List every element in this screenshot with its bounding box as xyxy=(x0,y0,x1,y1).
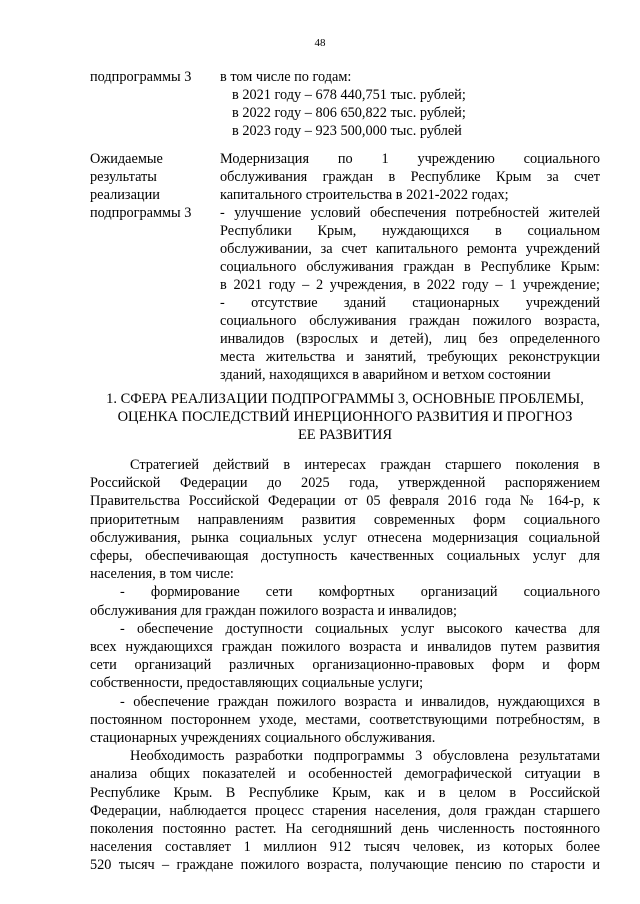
results-line: обслуживании, за счет капитального ремонта учреждений xyxy=(220,241,600,257)
results-line: места жительства и занятий, требующих реконструкции xyxy=(220,349,600,365)
paragraph-necessity xyxy=(90,747,600,874)
bullet-network xyxy=(90,583,600,619)
section-heading xyxy=(90,390,600,444)
results-line: социального обслуживания граждан в Республике Крым: xyxy=(220,259,600,275)
body-text xyxy=(90,456,600,875)
funding-label: подпрограммы 3 xyxy=(90,69,192,85)
text-line: - обеспечение доступности социальных услуг высокого качества для xyxy=(120,620,600,637)
results-line: Республики Крым, нуждающихся в социальном xyxy=(220,223,600,239)
results-line: социального обслуживания граждан пожилого возраста, xyxy=(220,313,600,329)
results-line: Модернизация по 1 учреждению социального xyxy=(220,151,600,167)
text-line: Правительства Российской Федерации от 05 февраля 2016 года № 164-р, к xyxy=(90,493,600,510)
results-line: - улучшение условий обеспечения потребностей жителей xyxy=(220,205,600,221)
text-line: Федерации, наблюдается процесс старения населения, доля граждан старшего xyxy=(90,802,600,819)
text-line: Республике Крым. В Республике Крым, как и в целом в Российской xyxy=(90,784,600,801)
text-line: - обеспечение граждан пожилого возраста и инвалидов, нуждающихся в xyxy=(120,693,600,710)
text-line: обслуживания для граждан пожилого возраста и инвалидов; xyxy=(90,602,457,619)
text-line: сферы, обеспечивающая доступность качественных социальных услуг для xyxy=(90,548,600,565)
text-line: Стратегией действий в интересах граждан старшего поколения в xyxy=(130,457,600,473)
bullet-places xyxy=(90,693,600,748)
funding-intro: в том числе по годам: xyxy=(220,69,352,85)
text-line: населения, в том числе: xyxy=(90,566,234,583)
text-line: анализа общих показателей и особенностей демографической ситуации в xyxy=(90,766,600,783)
paragraph-strategy xyxy=(90,456,600,583)
results-label-line: Ожидаемые xyxy=(90,151,163,167)
text-line: всех нуждающихся граждан пожилого возраста и инвалидов путем развития xyxy=(90,639,600,656)
results-label-line: реализации xyxy=(90,187,160,203)
results-line: инвалидов (взрослых и детей), лиц без определенного xyxy=(220,331,600,347)
text-line: 520 тысяч – граждане пожилого возраста, получающие пенсию по старости и xyxy=(90,857,600,874)
results-line: обслуживания граждан в Республике Крым за счет xyxy=(220,169,600,185)
results-line: в 2021 году – 2 учреждения, в 2022 году – 1 учреждение; xyxy=(220,277,600,293)
text-line: Необходимость разработки подпрограммы 3 обусловлена результатами xyxy=(130,748,600,765)
heading-line: ОЦЕНКА ПОСЛЕДСТВИЙ ИНЕРЦИОННОГО РАЗВИТИЯ И ПРОГНОЗ xyxy=(117,409,573,425)
text-line: приоритетным направлениям развития современных форм социального xyxy=(90,511,600,528)
funding-details xyxy=(220,68,600,140)
results-text xyxy=(220,150,600,384)
funding-year-2022: в 2022 году – 806 650,822 тыс. рублей; xyxy=(232,105,466,121)
text-line: поколения постоянно растет. На сегодняшний день численность постоянного xyxy=(90,821,600,838)
results-label-line: подпрограммы 3 xyxy=(90,205,192,221)
results-label xyxy=(90,150,220,222)
heading-line: 1. СФЕРА РЕАЛИЗАЦИИ ПОДПРОГРАММЫ 3, ОСНОВНЫЕ ПРОБЛЕМЫ, xyxy=(106,391,584,407)
text-line: собственности, предоставляющих социальные услуги; xyxy=(90,675,424,692)
page-number: 48 xyxy=(314,37,326,49)
funding-year-2021: в 2021 году – 678 440,751 тыс. рублей; xyxy=(232,87,466,103)
text-line: - формирование сети комфортных организаций социального xyxy=(120,584,600,601)
text-line: постоянном постороннем уходе, местами, соответствующими потребностям, в xyxy=(90,711,600,728)
text-line: сети организаций различных организационно-правовых форм и форм xyxy=(90,657,600,674)
results-line: зданий, находящихся в аварийном и ветхом состоянии xyxy=(220,367,551,383)
text-line: населения составляет 1 миллион 912 тысяч человек, из которых более xyxy=(90,839,600,856)
results-label-line: результаты xyxy=(90,169,157,185)
results-line: - отсутствие зданий стационарных учреждений xyxy=(220,295,600,311)
funding-year-2023: в 2023 году – 923 500,000 тыс. рублей xyxy=(232,123,462,139)
text-line: Российской Федерации до 2025 года, утвержденной распоряжением xyxy=(90,475,600,492)
results-line: капитального строительства в 2021-2022 годах; xyxy=(220,187,509,203)
heading-line: ЕЕ РАЗВИТИЯ xyxy=(297,427,393,443)
bullet-accessibility xyxy=(90,620,600,693)
text-line: стационарных учреждениях социального обслуживания. xyxy=(90,730,436,747)
text-line: обслуживания, рынка социальных услуг отнесена модернизация социальной xyxy=(90,529,600,546)
